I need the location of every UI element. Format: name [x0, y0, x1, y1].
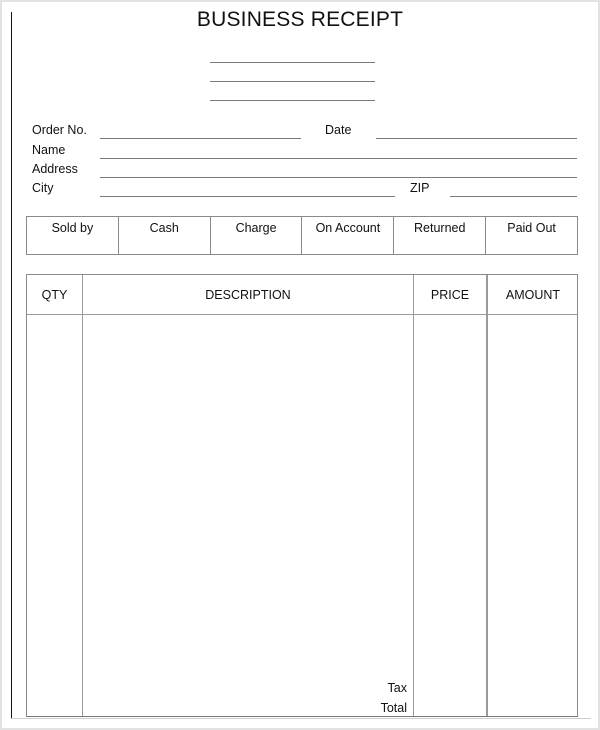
- address-field[interactable]: [100, 177, 577, 178]
- price-header: PRICE: [430, 288, 470, 302]
- zip-field[interactable]: [450, 196, 577, 197]
- header-blank-line-3[interactable]: [210, 100, 375, 101]
- payment-cell-returned[interactable]: Returned: [394, 217, 486, 254]
- order-no-field[interactable]: [100, 138, 301, 139]
- order-no-label: Order No.: [32, 123, 87, 137]
- address-label: Address: [32, 162, 78, 176]
- price-column-divider: [486, 275, 488, 716]
- payment-cell-sold-by[interactable]: Sold by: [27, 217, 119, 254]
- payment-cell-on-account[interactable]: On Account: [302, 217, 394, 254]
- payment-table: [26, 216, 578, 255]
- payment-cell-charge[interactable]: Charge: [211, 217, 303, 254]
- document-title: BUSINESS RECEIPT: [196, 8, 404, 31]
- name-field[interactable]: [100, 158, 577, 159]
- city-field[interactable]: [100, 196, 395, 197]
- payment-cell-paid-out[interactable]: Paid Out: [507, 221, 556, 235]
- name-label: Name: [32, 143, 66, 157]
- total-label: Total: [380, 701, 407, 715]
- bottom-margin-rule: [11, 718, 591, 719]
- items-table: [26, 274, 578, 717]
- description-header: DESCRIPTION: [205, 288, 291, 302]
- left-margin-rule: [11, 12, 12, 719]
- date-field[interactable]: [376, 138, 577, 139]
- amount-header: AMOUNT: [505, 288, 561, 302]
- receipt-page: [2, 2, 598, 728]
- date-label: Date: [325, 123, 352, 137]
- header-blank-line-2[interactable]: [210, 81, 375, 82]
- payment-cell-cash[interactable]: Cash: [119, 217, 211, 254]
- tax-label: Tax: [387, 681, 407, 695]
- header-blank-line-1[interactable]: [210, 62, 375, 63]
- qty-header: QTY: [41, 288, 68, 302]
- header-divider: [27, 314, 577, 315]
- description-column-divider: [413, 275, 414, 716]
- zip-label: ZIP: [410, 181, 430, 195]
- city-label: City: [32, 181, 54, 195]
- qty-column-divider: [82, 275, 83, 716]
